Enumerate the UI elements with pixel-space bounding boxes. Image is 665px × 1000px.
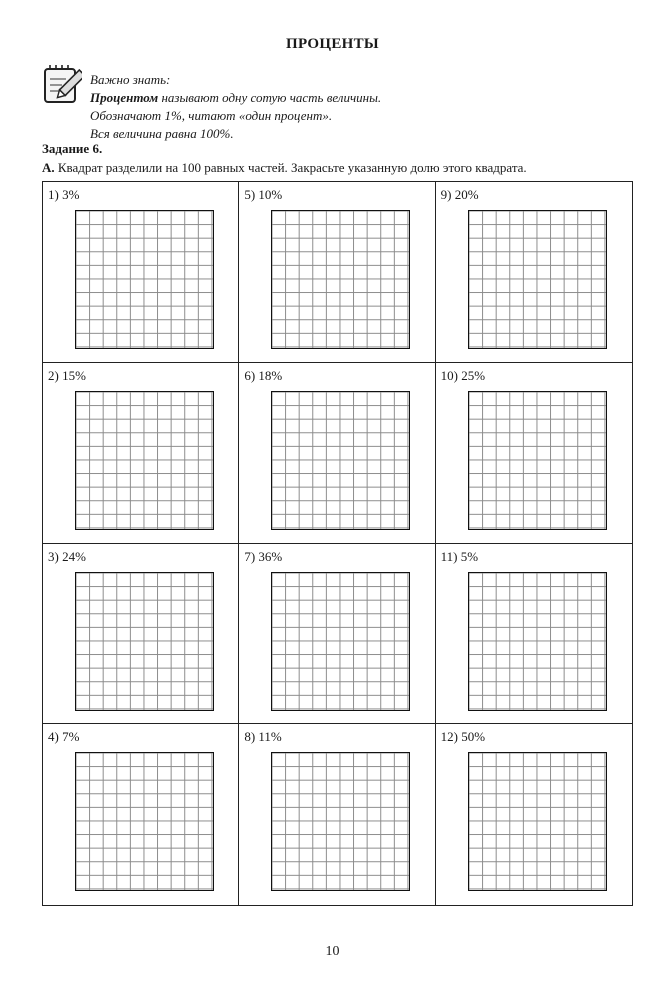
note-notation: Обозначают 1%, читают «один процент». xyxy=(90,108,333,123)
task-instruction xyxy=(42,160,642,176)
exercise-label: 9) 20% xyxy=(440,187,479,202)
page-title: ПРОЦЕНТЫ xyxy=(286,36,379,52)
hundred-square-grid[interactable] xyxy=(271,210,410,349)
hundred-square-grid[interactable] xyxy=(468,210,607,349)
hundred-square-grid[interactable] xyxy=(468,572,607,711)
exercise-label: 11) 5% xyxy=(440,548,479,564)
exercise-cell xyxy=(239,363,435,544)
exercise-label: 2) 15% xyxy=(48,367,86,383)
exercise-label: 1) 3% xyxy=(48,187,80,202)
note-definition-rest: называют одну сотую часть величины. xyxy=(158,90,382,105)
exercise-cell xyxy=(239,182,435,363)
exercise-cell xyxy=(43,544,239,725)
page-number: 10 xyxy=(325,944,340,959)
exercise-cell xyxy=(43,724,239,905)
exercise-cell xyxy=(436,363,632,544)
hundred-square-grid[interactable] xyxy=(468,391,607,530)
hundred-square-grid[interactable] xyxy=(75,210,214,349)
exercise-cell xyxy=(436,544,632,725)
hundred-square-grid[interactable] xyxy=(271,391,410,530)
important-note xyxy=(90,71,630,143)
hundred-square-grid[interactable] xyxy=(271,752,410,891)
exercise-cell xyxy=(43,182,239,363)
task-letter: А. xyxy=(42,160,55,175)
notepad-pencil-icon xyxy=(42,63,82,105)
exercise-label: 7) 36% xyxy=(244,548,283,564)
exercise-cell xyxy=(239,544,435,725)
exercise-label: 3) 24% xyxy=(48,548,86,564)
hundred-square-grid[interactable] xyxy=(75,391,214,530)
hundred-square-grid[interactable] xyxy=(75,752,214,891)
exercise-label: 8) 11% xyxy=(244,729,282,745)
task-title: Задание 6. xyxy=(42,141,103,156)
note-definition xyxy=(90,89,630,107)
hundred-square-grid[interactable] xyxy=(271,572,410,711)
exercise-label: 6) 18% xyxy=(244,367,283,383)
exercise-label: 10) 25% xyxy=(440,367,486,383)
exercise-label: 5) 10% xyxy=(244,187,283,202)
exercise-cell xyxy=(239,724,435,905)
exercise-label: 12) 50% xyxy=(440,729,486,745)
exercise-label: 4) 7% xyxy=(48,729,80,745)
task-instruction-text: Квадрат разделили на 100 равных частей. Закрасьте указанную долю этого квадрата. xyxy=(54,160,527,175)
hundred-square-grid[interactable] xyxy=(468,752,607,891)
exercise-cell xyxy=(436,724,632,905)
exercise-cell xyxy=(43,363,239,544)
note-term: Процентом xyxy=(90,90,159,105)
note-heading: Важно знать: xyxy=(90,72,171,87)
exercise-table xyxy=(42,181,633,906)
exercise-cell xyxy=(436,182,632,363)
note-whole: Вся величина равна 100%. xyxy=(90,126,234,141)
hundred-square-grid[interactable] xyxy=(75,572,214,711)
